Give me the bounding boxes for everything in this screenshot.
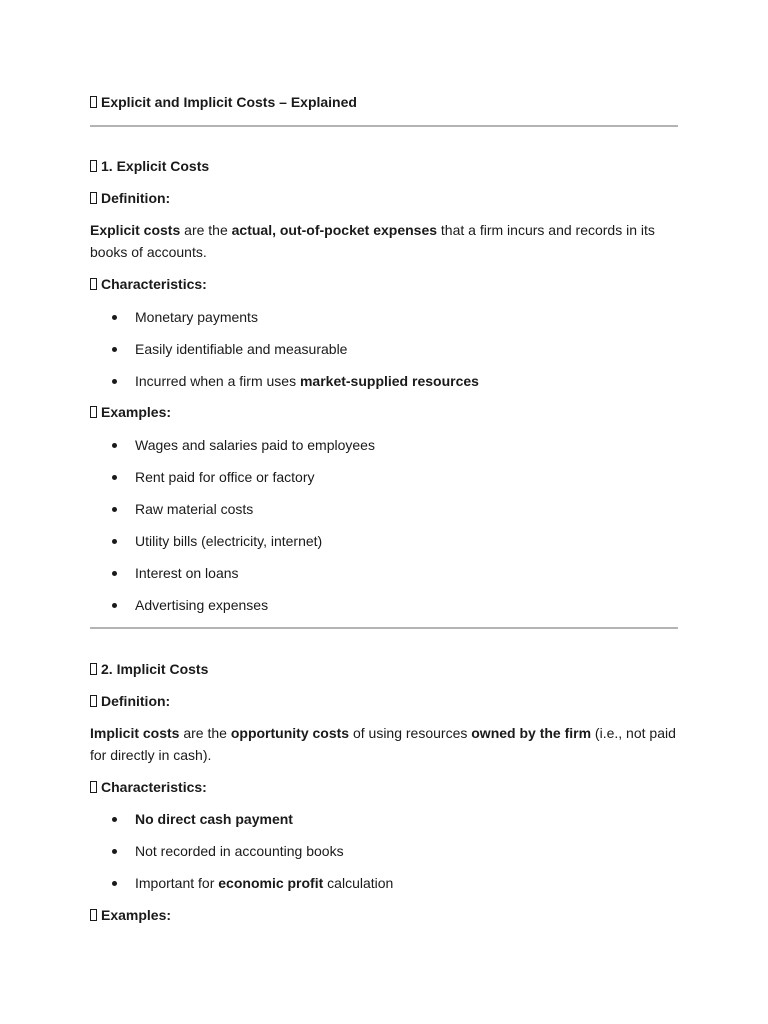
bullet-icon — [112, 507, 117, 512]
explicit-definition-text: Explicit costs are the actual, out-of-pocket expenses that a firm incurs and records in its books of accounts. — [90, 222, 655, 260]
bullet-icon — [112, 603, 117, 608]
missing-glyph-icon — [90, 278, 97, 290]
bullet-icon — [112, 315, 117, 320]
explicit-definition-label: Definition: — [90, 188, 170, 208]
missing-glyph-icon — [90, 781, 97, 793]
section-divider — [90, 125, 678, 127]
section-heading-implicit: 2. Implicit Costs — [90, 659, 208, 679]
bullet-icon — [112, 539, 117, 544]
explicit-examples-label: Examples: — [90, 402, 171, 422]
section-divider — [90, 627, 678, 629]
bullet-icon — [112, 379, 117, 384]
implicit-definition-label: Definition: — [90, 691, 170, 711]
missing-glyph-icon — [90, 663, 97, 675]
missing-glyph-icon — [90, 406, 97, 418]
bullet-icon — [112, 849, 117, 854]
missing-glyph-icon — [90, 96, 97, 108]
bullet-icon — [112, 347, 117, 352]
bullet-icon — [112, 881, 117, 886]
bullet-icon — [112, 571, 117, 576]
bullet-icon — [112, 443, 117, 448]
document-title: Explicit and Implicit Costs – Explained — [90, 92, 357, 112]
bullet-icon — [112, 475, 117, 480]
missing-glyph-icon — [90, 160, 97, 172]
missing-glyph-icon — [90, 909, 97, 921]
bullet-icon — [112, 817, 117, 822]
missing-glyph-icon — [90, 192, 97, 204]
implicit-examples-label: Examples: — [90, 905, 171, 925]
missing-glyph-icon — [90, 695, 97, 707]
section-heading-explicit: 1. Explicit Costs — [90, 156, 209, 176]
implicit-characteristics-label: Characteristics: — [90, 777, 207, 797]
implicit-definition-text: Implicit costs are the opportunity costs of using resources owned by the firm (i.e., not paid for directly in cash). — [90, 725, 676, 763]
explicit-characteristics-label: Characteristics: — [90, 274, 207, 294]
